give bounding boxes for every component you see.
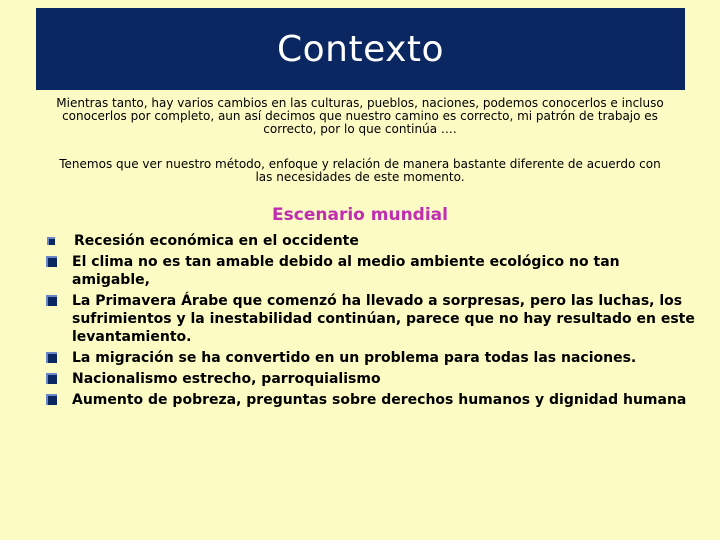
title-bar [36, 8, 685, 90]
list-item [46, 349, 696, 367]
square-bullet-icon [46, 256, 57, 267]
list-item [46, 391, 696, 409]
slide-title: Contexto [276, 28, 445, 70]
list-item [46, 292, 696, 346]
list-item-text: El clima no es tan amable debido al medio ambiente ecológico no tan amigable, [72, 254, 620, 288]
square-bullet-icon [46, 394, 57, 405]
square-bullet-icon [46, 352, 57, 363]
list-item [46, 253, 696, 289]
list-item-text: La migración se ha convertido en un problema para todas las naciones. [72, 350, 637, 366]
list-item-text: Recesión económica en el occidente [74, 233, 359, 249]
square-bullet-icon [46, 373, 57, 384]
second-paragraph: Tenemos que ver nuestro método, enfoque y relación de manera bastante diferente de acuerdo con las necesidades de este momento. [59, 157, 661, 184]
intro-paragraph: Mientras tanto, hay varios cambios en las culturas, pueblos, naciones, podemos conocerlos e incluso conocerlos por completo, aun así decimos que nuestro camino es correcto, mi patrón de trabajo es correcto, por lo que continúa …. [56, 96, 664, 136]
section-heading: Escenario mundial [272, 205, 448, 225]
list-item-text: La Primavera Árabe que comenzó ha llevado a sorpresas, pero las luchas, los sufrimientos y la inestabilidad continúan, parece que no hay resultado en este levantamiento. [72, 293, 695, 345]
bullet-list [46, 232, 696, 412]
list-item [46, 370, 696, 388]
list-item [46, 232, 696, 250]
square-bullet-icon [47, 237, 55, 245]
square-bullet-icon [46, 295, 57, 306]
list-item-text: Nacionalismo estrecho, parroquialismo [72, 371, 381, 387]
list-item-text: Aumento de pobreza, preguntas sobre derechos humanos y dignidad humana [72, 392, 687, 408]
